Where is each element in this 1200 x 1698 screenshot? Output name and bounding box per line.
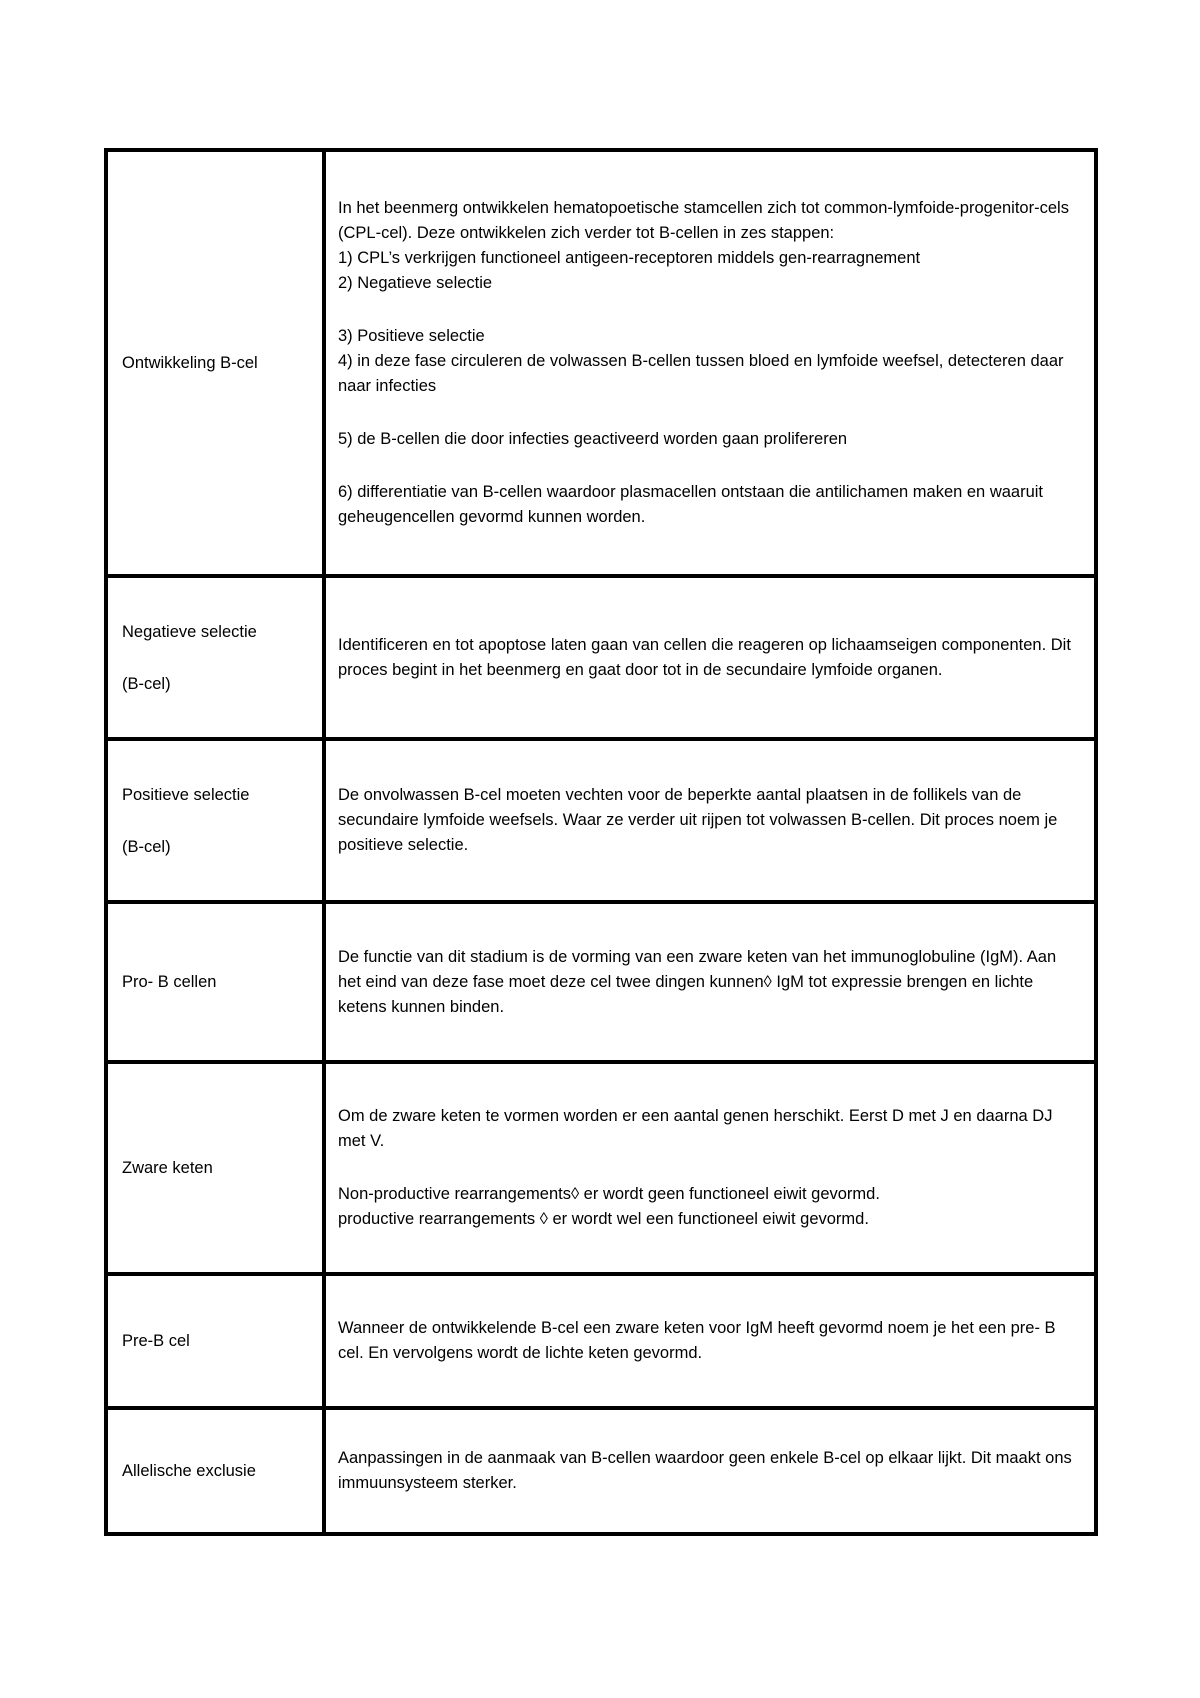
definition-cell — [326, 578, 1094, 737]
definition-cell — [326, 904, 1094, 1060]
term-label: Pro- B cellen — [122, 973, 217, 991]
definition-text: Aanpassingen in de aanmaak van B-cellen waardoor geen enkele B-cel op elkaar lijkt. Dit maakt ons immuunsysteem sterker. — [338, 1449, 1072, 1492]
definition-cell — [326, 1276, 1094, 1406]
table-row — [108, 152, 1094, 574]
definition-cell — [326, 152, 1094, 574]
definition-text: Om de zware keten te vormen worden er een aantal genen herschikt. Eerst D met J en daarna DJ met V. — [338, 1107, 1053, 1150]
definitions-table — [104, 148, 1098, 1536]
definition-text: 1) CPL’s verkrijgen functioneel antigeen-receptoren middels gen-rearragnement — [338, 249, 921, 267]
definition-text: productive rearrangements ◊ er wordt wel een functioneel eiwit gevormd. — [338, 1210, 869, 1228]
term-sublabel: (B-cel) — [122, 674, 171, 693]
term-label: Pre-B cel — [122, 1332, 190, 1350]
definition-text: 4) in deze fase circuleren de volwassen B-cellen tussen bloed en lymfoide weefsel, detecteren daar naar infecties — [338, 352, 1064, 395]
definition-text: De functie van dit stadium is de vorming van een zware keten van het immunoglobuline (IgM). Aan het eind van deze fase moet deze cel twee dingen kunnen◊ IgM tot expressie brengen en lichte ketens kunnen binden. — [338, 947, 1057, 1016]
definition-text: Identificeren en tot apoptose laten gaan van cellen die reageren op lichaamseigen componenten. Dit proces begint in het beenmerg en gaat door tot in de secundaire lymfoide organen. — [338, 635, 1071, 679]
term-cell — [108, 1064, 326, 1272]
definition-text: De onvolwassen B-cel moeten vechten voor de beperkte aantal plaatsen in de follikels van de secundaire lymfoide weefsels. Waar ze verder uit rijpen tot volwassen B-cellen. Dit proces noem je positieve selectie. — [338, 786, 1058, 854]
definition-cell — [326, 1064, 1094, 1272]
term-cell — [108, 152, 326, 574]
table-row — [108, 1272, 1094, 1406]
definition-text: 6) differentiatie van B-cellen waardoor plasmacellen ontstaan die antilichamen maken en waaruit geheugencellen gevormd kunnen worden. — [338, 483, 1044, 526]
definition-text: Wanneer de ontwikkelende B-cel een zware keten voor IgM heeft gevormd noem je het een pre- B cel. En vervolgens wordt de lichte keten gevormd. — [338, 1319, 1056, 1362]
term-cell — [108, 741, 326, 900]
table-row — [108, 737, 1094, 900]
term-cell — [108, 904, 326, 1060]
definition-cell — [326, 741, 1094, 900]
table-row — [108, 1406, 1094, 1532]
term-cell — [108, 1276, 326, 1406]
definition-text: In het beenmerg ontwikkelen hematopoetische stamcellen zich tot common-lymfoide-progenitor-cels (CPL-cel). Deze ontwikkelen zich verder tot B-cellen in zes stappen: — [338, 199, 1069, 242]
term-cell — [108, 578, 326, 737]
table-row — [108, 574, 1094, 737]
term-label: Zware keten — [122, 1159, 213, 1177]
term-label: Positieve selectie — [122, 785, 250, 804]
term-sublabel: (B-cel) — [122, 837, 171, 856]
term-cell — [108, 1410, 326, 1532]
term-label: Negatieve selectie — [122, 622, 257, 641]
term-label: Ontwikkeling B-cel — [122, 354, 258, 372]
table-row — [108, 1060, 1094, 1272]
definition-text: 3) Positieve selectie — [338, 327, 485, 345]
definition-text: 5) de B-cellen die door infecties geactiveerd worden gaan prolifereren — [338, 430, 848, 448]
term-label: Allelische exclusie — [122, 1462, 256, 1480]
definition-text: 2) Negatieve selectie — [338, 274, 493, 292]
definition-text: Non-productive rearrangements◊ er wordt geen functioneel eiwit gevormd. — [338, 1185, 880, 1203]
definition-cell — [326, 1410, 1094, 1532]
table-row — [108, 900, 1094, 1060]
